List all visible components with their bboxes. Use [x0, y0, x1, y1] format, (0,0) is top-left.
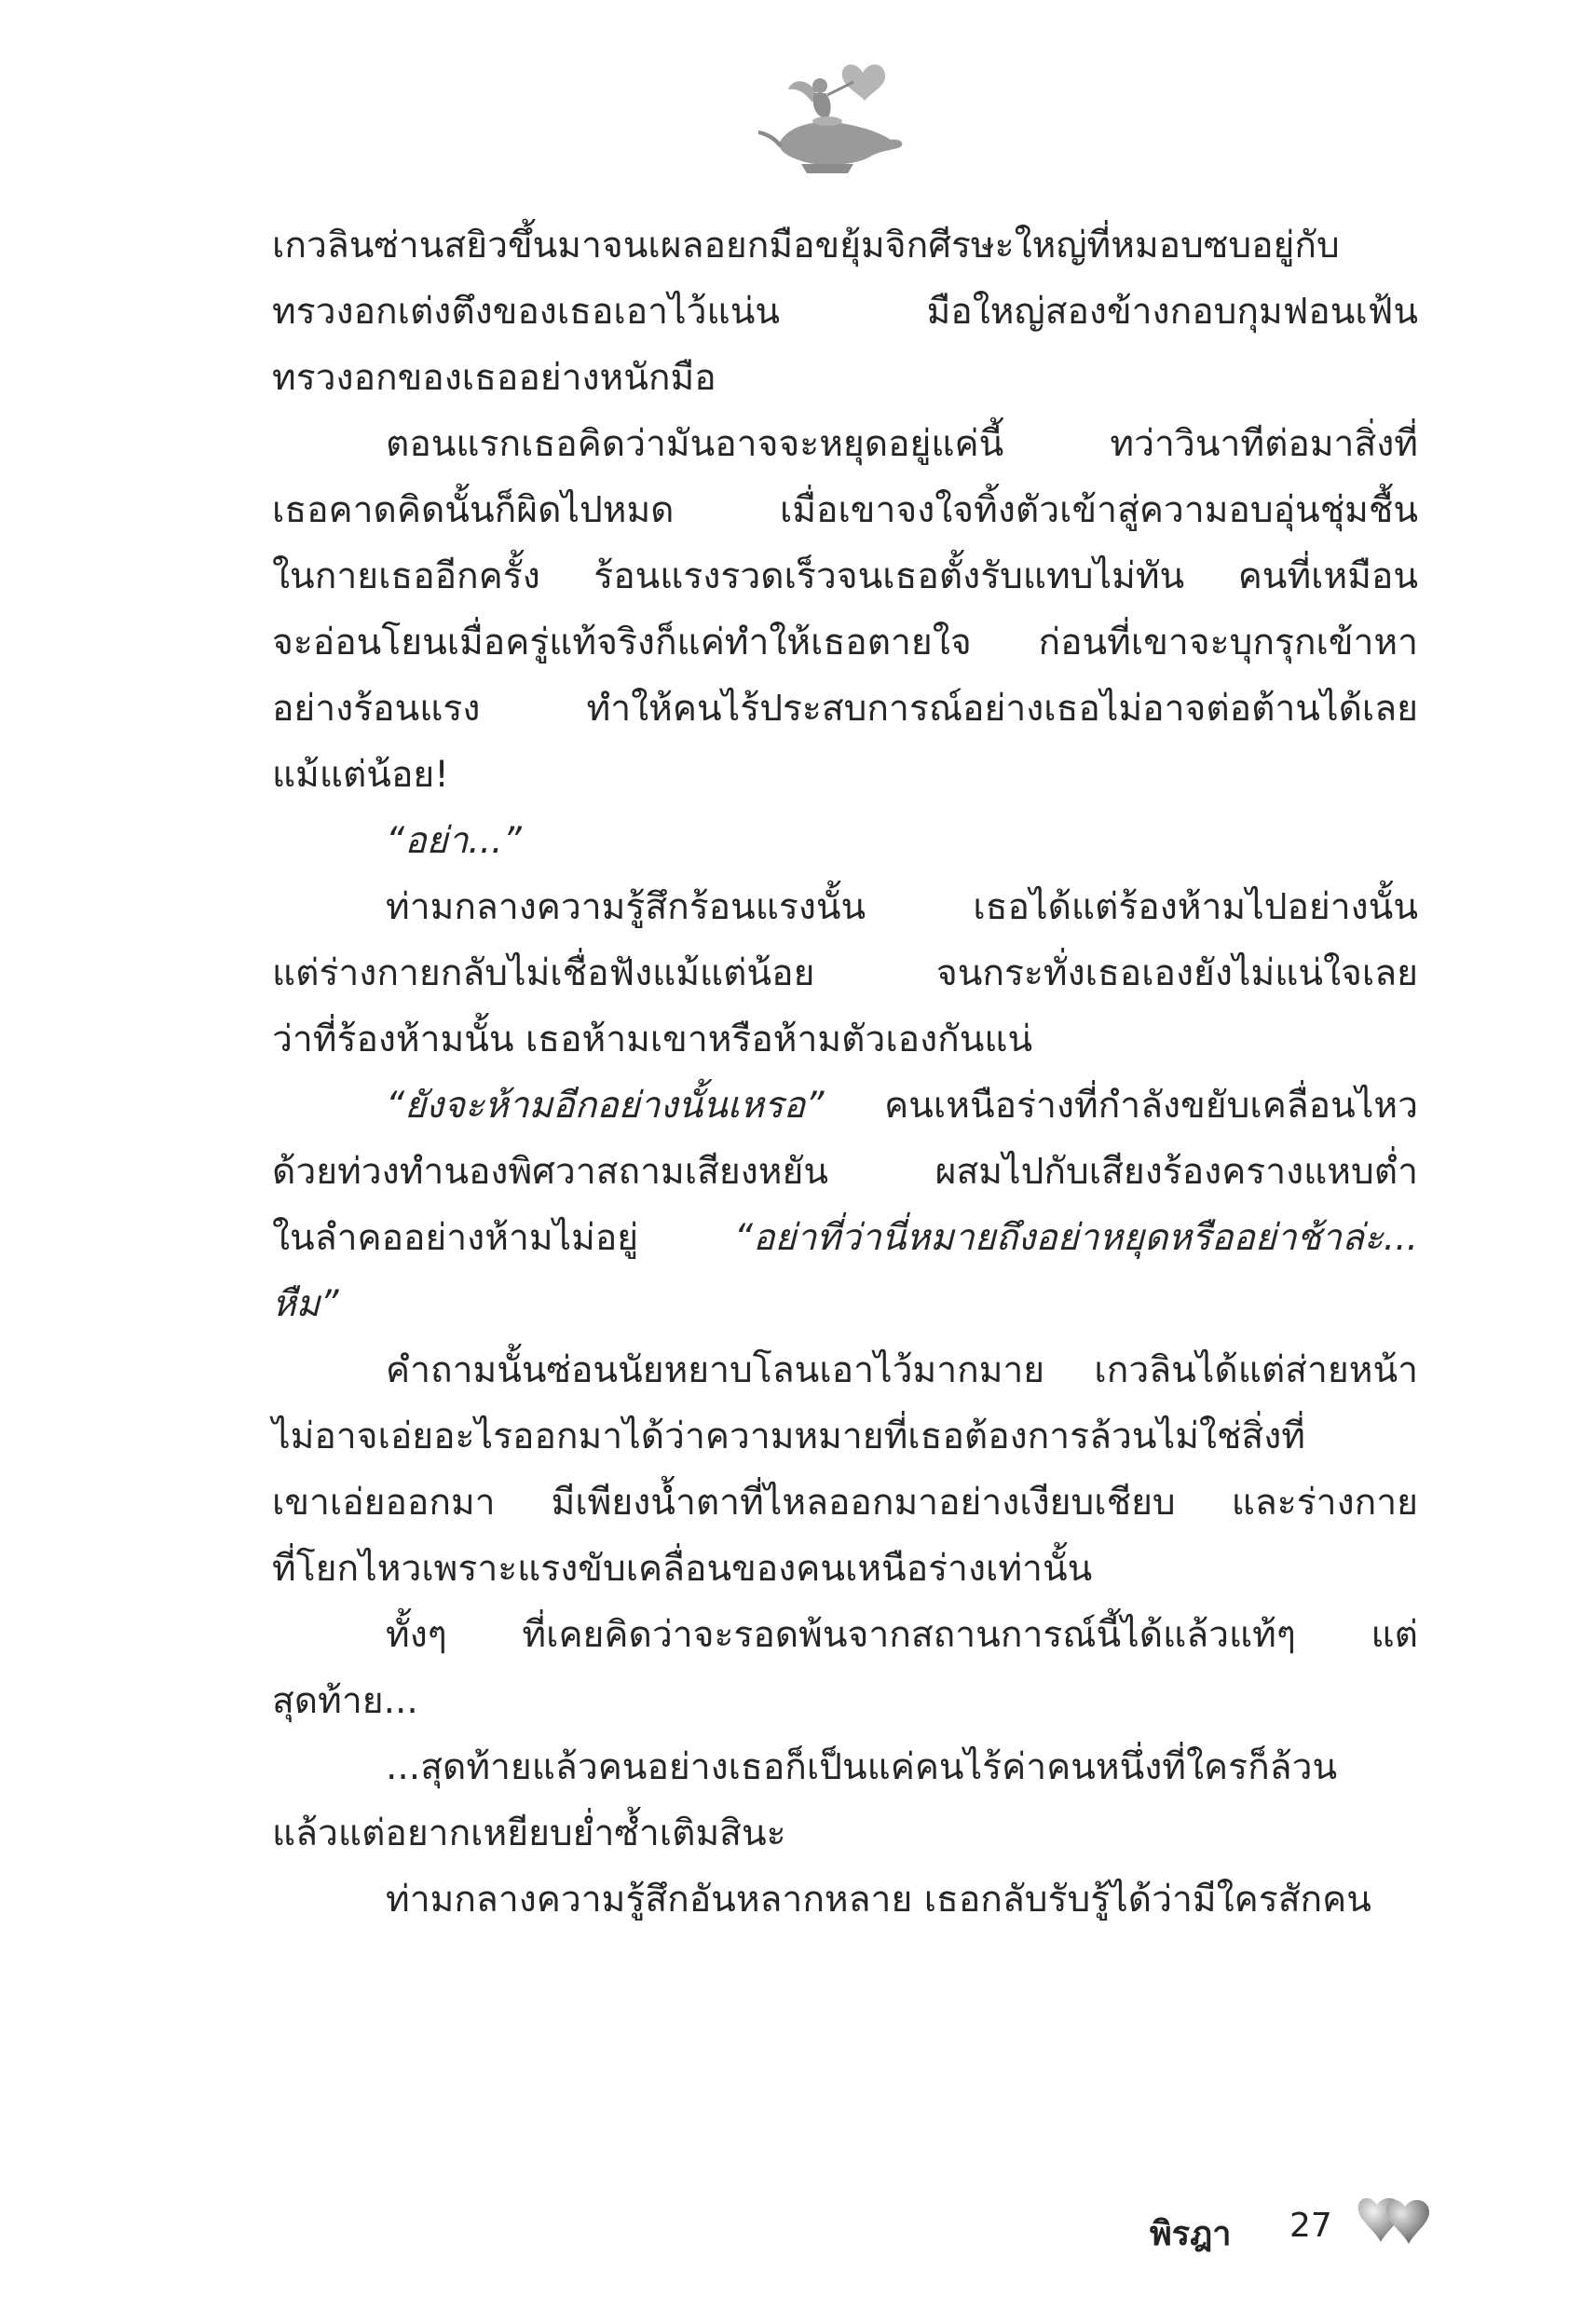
italic-dialogue: หืม”: [272, 1283, 339, 1325]
text-segment: ไม่อาจเอ่ยอะไรออกมาได้ว่าความหมายที่เธอต้องการล้วนไม่ใช่สิ่งที่: [272, 1415, 1305, 1457]
text-line: [272, 345, 1418, 411]
text-line: [272, 1867, 1418, 1933]
text-segment: ท่ามกลางความรู้สึกร้อนแรงนั้น เธอได้แต่ร้องห้ามไปอย่างนั้น: [386, 886, 1418, 928]
text-line: [272, 874, 1418, 940]
book-title: พิรฎา: [1150, 2215, 1232, 2253]
text-segment: ท่ามกลางความรู้สึกอันหลากหลาย เธอกลับรับรู้ได้ว่ามีใครสักคน: [386, 1879, 1371, 1921]
genie-lamp-with-cupid-icon: [751, 54, 909, 181]
italic-dialogue: “ยังจะห้ามอีกอย่างนั้นเหรอ”: [386, 1085, 825, 1127]
text-segment: แล้วแต่อยากเหยียบย่ำซ้ำเติมสินะ: [272, 1812, 786, 1854]
text-segment: ในกายเธออีกครั้ง ร้อนแรงรวดเร็วจนเธอตั้งรับแทบไม่ทัน คนที่เหมือน: [272, 555, 1418, 597]
text-segment: คำถามนั้นซ่อนนัยหยาบโลนเอาไว้มากมาย เกวลินได้แต่ส่ายหน้า: [386, 1349, 1418, 1391]
text-line: [272, 279, 1418, 345]
text-line: [272, 1205, 1418, 1271]
text-line: [272, 477, 1418, 543]
text-segment: แม้แต่น้อย!: [272, 754, 449, 796]
text-segment: ทรวงอกของเธออย่างหนักมือ: [272, 357, 716, 399]
text-segment: เขาเอ่ยออกมา มีเพียงน้ำตาที่ไหลออกมาอย่างเงียบเชียบ และร่างกาย: [272, 1482, 1418, 1524]
text-line: [272, 742, 1418, 808]
text-segment: คนเหนือร่างที่กำลังขยับเคลื่อนไหว: [824, 1085, 1418, 1127]
text-line: [272, 1337, 1418, 1403]
text-segment: เธอคาดคิดนั้นก็ผิดไปหมด เมื่อเขาจงใจทิ้งตัวเข้าสู่ความอบอุ่นชุ่มชื้น: [272, 489, 1418, 531]
text-line: [272, 1470, 1418, 1536]
text-line: [272, 1668, 1418, 1734]
text-segment: จะอ่อนโยนเมื่อครู่แท้จริงก็แค่ทำให้เธอตายใจ ก่อนที่เขาจะบุกรุกเข้าหา: [272, 622, 1418, 663]
text-segment: อย่างร้อนแรง ทำให้คนไร้ประสบการณ์อย่างเธอไม่อาจต่อต้านได้เลย: [272, 688, 1418, 730]
text-line: [272, 1139, 1418, 1205]
text-line: [272, 1006, 1418, 1073]
text-segment: เกวลินซ่านสยิวขึ้นมาจนเผลอยกมือขยุ้มจิกศีรษะใหญ่ที่หมอบซบอยู่กับ: [272, 225, 1340, 267]
italic-dialogue: “อย่าที่ว่านี่หมายถึงอย่าหยุดหรืออย่าช้าล่ะ...: [733, 1217, 1418, 1259]
text-line: [272, 1602, 1418, 1668]
text-line: [272, 1073, 1418, 1139]
text-segment: ...สุดท้ายแล้วคนอย่างเธอก็เป็นแค่คนไร้ค่าคนหนึ่งที่ใครก็ล้วน: [386, 1746, 1338, 1788]
text-line: [272, 808, 1418, 874]
italic-dialogue: “อย่า...”: [386, 820, 522, 862]
text-line: [272, 411, 1418, 477]
text-segment: ทั้งๆ ที่เคยคิดว่าจะรอดพ้นจากสถานการณ์นี้ได้แล้วแท้ๆ แต่: [386, 1614, 1418, 1656]
text-line: [272, 1800, 1418, 1867]
text-segment: แต่ร่างกายกลับไม่เชื่อฟังแม้แต่น้อย จนกระทั่งเธอเองยังไม่แน่ใจเลย: [272, 952, 1418, 994]
page-number: 27: [1289, 2207, 1332, 2245]
text-segment: สุดท้าย...: [272, 1680, 418, 1722]
text-line: [272, 609, 1418, 676]
text-segment: ตอนแรกเธอคิดว่ามันอาจจะหยุดอยู่แค่นี้ ทว่าวินาทีต่อมาสิ่งที่: [386, 423, 1418, 465]
text-segment: ที่โยกไหวเพราะแรงขับเคลื่อนของคนเหนือร่างเท่านั้น: [272, 1548, 1093, 1590]
text-line: [272, 676, 1418, 742]
text-line: [272, 543, 1418, 609]
text-segment: ทรวงอกเต่งตึงของเธอเอาไว้แน่น มือใหญ่สองข้างกอบกุมฟอนเฟ้น: [272, 291, 1418, 333]
text-segment: ด้วยท่วงทำนองพิศวาสถามเสียงหยัน ผสมไปกับเสียงร้องครางแหบต่ำ: [272, 1151, 1418, 1193]
text-line: [272, 1536, 1418, 1602]
text-line: [272, 1271, 1418, 1337]
text-segment: ในลำคออย่างห้ามไม่อยู่: [272, 1217, 734, 1259]
text-line: [272, 1403, 1418, 1470]
text-line: [272, 1734, 1418, 1800]
text-line: [272, 940, 1418, 1006]
text-segment: ว่าที่ร้องห้ามนั้น เธอห้ามเขาหรือห้ามตัวเองกันแน่: [272, 1019, 1033, 1060]
two-hearts-icon: [1357, 2192, 1433, 2251]
text-line: [272, 212, 1418, 279]
body-text: [272, 212, 1418, 1933]
